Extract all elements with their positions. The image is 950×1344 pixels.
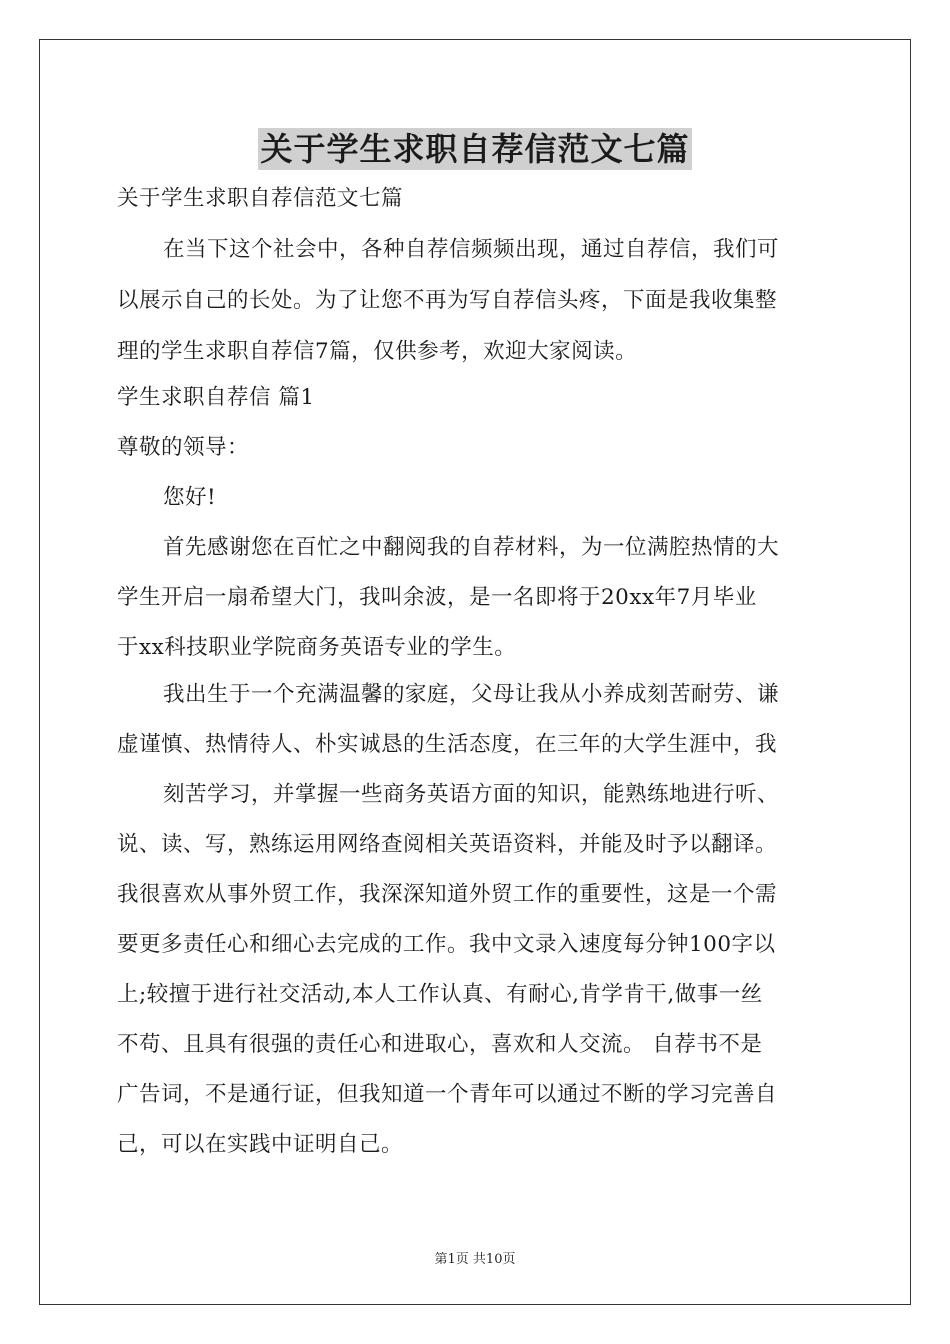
- paragraph-line: 在当下这个社会中，各种自荐信频频出现，通过自荐信，我们可: [163, 237, 780, 262]
- paragraph-line: 理的学生求职自荐信7篇，仅供参考，欢迎大家阅读。: [117, 339, 638, 364]
- paragraph-line: 要更多责任心和细心去完成的工作。我中文录入速度每分钟100字以: [117, 932, 776, 957]
- title-container: [0, 128, 950, 170]
- salutation: 尊敬的领导：: [117, 435, 250, 460]
- paragraph-line: 首先感谢您在百忙之中翻阅我的自荐材料，为一位满腔热情的大: [163, 535, 780, 560]
- page-border: [39, 39, 911, 1305]
- page-footer: 第1页 共10页: [434, 1252, 516, 1267]
- paragraph-line: 上;较擅于进行社交活动,本人工作认真、有耐心,肯学肯干,做事一丝: [117, 982, 763, 1007]
- document-title: 关于学生求职自荐信范文七篇: [260, 130, 690, 168]
- paragraph-line: 刻苦学习，并掌握一些商务英语方面的知识，能熟练地进行听、: [163, 782, 780, 807]
- paragraph-line: 说、读、写，熟练运用网络查阅相关英语资料，并能及时予以翻译。: [117, 832, 778, 857]
- paragraph-line: 学生开启一扇希望大门，我叫余波，是一名即将于20xx年7月毕业: [117, 585, 757, 610]
- paragraph-line: 虚谨慎、热情待人、朴实诚恳的生活态度，在三年的大学生涯中，我: [117, 732, 778, 757]
- paragraph-line: 不苟、且具有很强的责任心和进取心，喜欢和人交流。 自荐书不是: [117, 1032, 763, 1057]
- paragraph-line: 我出生于一个充满温馨的家庭，父母让我从小养成刻苦耐劳、谦: [163, 682, 780, 707]
- paragraph-line: 于xx科技职业学院商务英语专业的学生。: [117, 635, 517, 660]
- paragraph-line: 以展示自己的长处。为了让您不再为写自荐信头疼，下面是我收集整: [117, 288, 778, 313]
- paragraph-line: 广告词，不是通行证，但我知道一个青年可以通过不断的学习完善自: [117, 1082, 778, 1107]
- heading-line: 关于学生求职自荐信范文七篇: [117, 186, 404, 211]
- paragraph-line: 我很喜欢从事外贸工作，我深深知道外贸工作的重要性，这是一个需: [117, 882, 778, 907]
- section-heading: 学生求职自荐信 篇1: [117, 385, 315, 410]
- greeting: 您好!: [163, 485, 217, 510]
- paragraph-line: 己，可以在实践中证明自己。: [117, 1132, 404, 1157]
